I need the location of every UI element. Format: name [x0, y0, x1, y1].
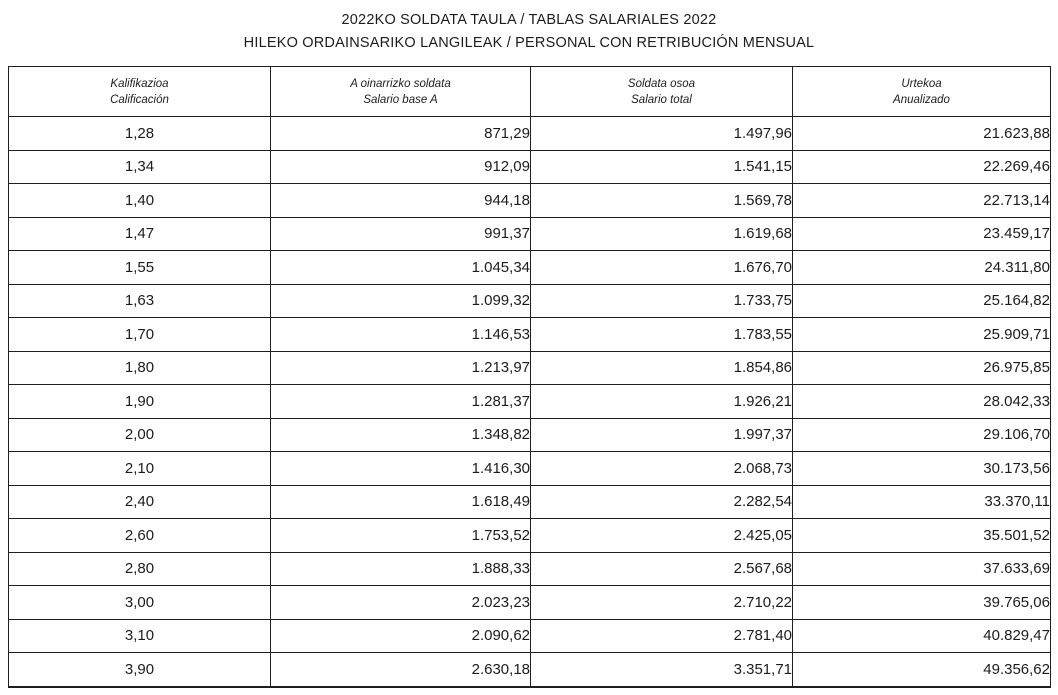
cell-kalifikazioa: 2,80	[9, 552, 271, 586]
cell-salario-total: 2.567,68	[531, 552, 793, 586]
col-header-line: Soldata osoa	[627, 77, 696, 90]
title-line-1: 2022KO SOLDATA TAULA / TABLAS SALARIALES 2022	[341, 12, 717, 28]
cell-anualizado: 26.975,85	[793, 351, 1051, 385]
cell-anualizado: 28.042,33	[793, 385, 1051, 419]
cell-salario-base: 1.281,37	[271, 385, 531, 419]
table-row	[9, 184, 1051, 218]
table-row	[9, 351, 1051, 385]
header-row	[9, 67, 1051, 117]
table-row	[9, 418, 1051, 452]
cell-salario-total: 2.282,54	[531, 485, 793, 519]
cell-salario-total: 1.926,21	[531, 385, 793, 419]
table-row	[9, 485, 1051, 519]
cell-kalifikazioa: 1,63	[9, 284, 271, 318]
cell-salario-total: 1.854,86	[531, 351, 793, 385]
cell-anualizado: 40.829,47	[793, 619, 1051, 653]
cell-salario-total: 1.733,75	[531, 284, 793, 318]
cell-anualizado: 23.459,17	[793, 217, 1051, 251]
cell-anualizado: 25.909,71	[793, 318, 1051, 352]
cell-salario-total: 1.676,70	[531, 251, 793, 285]
cell-salario-base: 1.753,52	[271, 519, 531, 553]
cell-salario-base: 871,29	[271, 117, 531, 151]
col-header-kalifikazioa	[9, 67, 271, 117]
cell-kalifikazioa: 1,70	[9, 318, 271, 352]
cell-salario-base: 1.099,32	[271, 284, 531, 318]
cell-anualizado: 22.713,14	[793, 184, 1051, 218]
cell-salario-base: 1.348,82	[271, 418, 531, 452]
table-row	[9, 251, 1051, 285]
cell-kalifikazioa: 1,90	[9, 385, 271, 419]
cell-kalifikazioa: 1,80	[9, 351, 271, 385]
cell-kalifikazioa: 2,60	[9, 519, 271, 553]
cell-anualizado: 35.501,52	[793, 519, 1051, 553]
cell-salario-total: 1.497,96	[531, 117, 793, 151]
col-header-line: Urtekoa	[901, 77, 942, 90]
table-row	[9, 117, 1051, 151]
table-row	[9, 586, 1051, 620]
cell-kalifikazioa: 1,34	[9, 150, 271, 184]
cell-anualizado: 25.164,82	[793, 284, 1051, 318]
cell-salario-base: 1.045,34	[271, 251, 531, 285]
table-row	[9, 653, 1051, 688]
cell-salario-total: 2.710,22	[531, 586, 793, 620]
cell-salario-total: 2.425,05	[531, 519, 793, 553]
cell-salario-total: 2.068,73	[531, 452, 793, 486]
cell-kalifikazioa: 2,40	[9, 485, 271, 519]
col-header-line: Salario total	[631, 93, 692, 106]
col-header-line: Anualizado	[893, 93, 950, 106]
table-row	[9, 619, 1051, 653]
cell-salario-base: 2.630,18	[271, 653, 531, 688]
page-title	[0, 9, 1058, 55]
cell-anualizado: 29.106,70	[793, 418, 1051, 452]
cell-kalifikazioa: 3,10	[9, 619, 271, 653]
col-header-line: Calificación	[110, 93, 169, 106]
cell-kalifikazioa: 2,10	[9, 452, 271, 486]
col-header-line: Kalifikazioa	[110, 77, 169, 90]
title-line-2: HILEKO ORDAINSARIKO LANGILEAK / PERSONAL CON RETRIBUCIÓN MENSUAL	[243, 35, 815, 51]
cell-salario-base: 991,37	[271, 217, 531, 251]
cell-salario-base: 2.090,62	[271, 619, 531, 653]
cell-salario-total: 1.541,15	[531, 150, 793, 184]
table-body	[9, 117, 1051, 688]
cell-salario-total: 1.783,55	[531, 318, 793, 352]
col-header-salario-base	[271, 67, 531, 117]
cell-salario-total: 1.569,78	[531, 184, 793, 218]
cell-anualizado: 49.356,62	[793, 653, 1051, 688]
cell-salario-base: 1.618,49	[271, 485, 531, 519]
table-row	[9, 552, 1051, 586]
cell-salario-total: 1.619,68	[531, 217, 793, 251]
col-header-anualizado	[793, 67, 1051, 117]
cell-anualizado: 37.633,69	[793, 552, 1051, 586]
cell-anualizado: 21.623,88	[793, 117, 1051, 151]
salary-table	[8, 66, 1051, 688]
table-row	[9, 385, 1051, 419]
cell-anualizado: 39.765,06	[793, 586, 1051, 620]
table-row	[9, 150, 1051, 184]
cell-kalifikazioa: 2,00	[9, 418, 271, 452]
cell-salario-base: 1.213,97	[271, 351, 531, 385]
col-header-line: Salario base A	[363, 93, 438, 106]
cell-salario-total: 2.781,40	[531, 619, 793, 653]
cell-salario-base: 944,18	[271, 184, 531, 218]
cell-salario-base: 1.146,53	[271, 318, 531, 352]
cell-salario-total: 3.351,71	[531, 653, 793, 688]
table-row	[9, 217, 1051, 251]
cell-kalifikazioa: 1,28	[9, 117, 271, 151]
cell-kalifikazioa: 3,90	[9, 653, 271, 688]
cell-salario-base: 912,09	[271, 150, 531, 184]
cell-salario-total: 1.997,37	[531, 418, 793, 452]
cell-kalifikazioa: 1,47	[9, 217, 271, 251]
table-row	[9, 452, 1051, 486]
cell-salario-base: 1.416,30	[271, 452, 531, 486]
cell-kalifikazioa: 1,55	[9, 251, 271, 285]
table-row	[9, 318, 1051, 352]
cell-anualizado: 33.370,11	[793, 485, 1051, 519]
col-header-salario-total	[531, 67, 793, 117]
table-row	[9, 284, 1051, 318]
table-row	[9, 519, 1051, 553]
cell-salario-base: 1.888,33	[271, 552, 531, 586]
col-header-line: A oinarrizko soldata	[350, 77, 451, 90]
cell-kalifikazioa: 3,00	[9, 586, 271, 620]
cell-anualizado: 22.269,46	[793, 150, 1051, 184]
cell-salario-base: 2.023,23	[271, 586, 531, 620]
cell-anualizado: 24.311,80	[793, 251, 1051, 285]
cell-kalifikazioa: 1,40	[9, 184, 271, 218]
cell-anualizado: 30.173,56	[793, 452, 1051, 486]
